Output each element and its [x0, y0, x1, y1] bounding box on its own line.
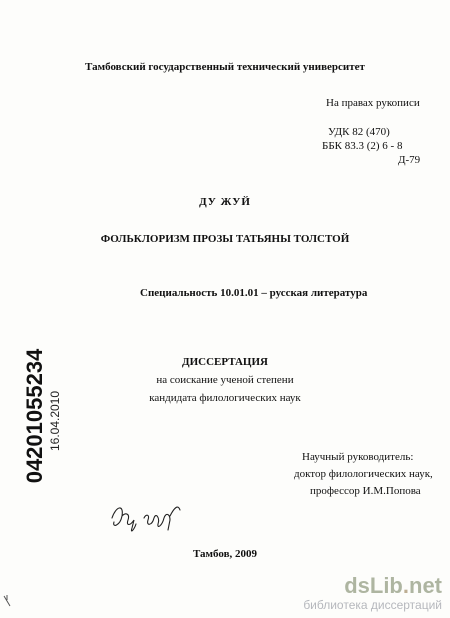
supervisor-name: профессор И.М.Попова — [310, 485, 421, 497]
stamp-date: 16.04.2010 — [48, 390, 62, 452]
place-and-year: Тамбов, 2009 — [192, 548, 258, 560]
specialty: Специальность 10.01.01 – русская литература — [140, 287, 368, 299]
stamp-number: 04201055234 — [22, 348, 47, 484]
dslib-watermark — [303, 574, 442, 612]
author-name: ДУ ЖУЙ — [199, 196, 251, 208]
degree-line-1: на соискание ученой степени — [156, 374, 294, 386]
bbk-code: ББК 83.3 (2) 6 - 8 — [322, 140, 403, 152]
corner-mark — [2, 594, 12, 608]
classification-block — [322, 125, 421, 167]
dissertation-title: ФОЛЬКЛОРИЗМ ПРОЗЫ ТАТЬЯНЫ ТОЛСТОЙ — [100, 233, 350, 245]
author-mark-code: Д-79 — [398, 154, 421, 166]
dissertation-heading: ДИССЕРТАЦИЯ — [182, 356, 268, 368]
supervisor-degree: доктор филологических наук, — [294, 468, 433, 480]
udk-code: УДК 82 (470) — [328, 126, 390, 138]
university-name: Тамбовский государственный технический университет — [85, 61, 365, 73]
handwritten-signature — [108, 496, 188, 536]
supervisor-label: Научный руководитель: — [302, 451, 414, 463]
watermark-logo: dsLib.net — [344, 573, 442, 598]
library-barcode-stamp — [5, 348, 62, 495]
watermark-subtitle: библиотека диссертаций — [303, 598, 442, 612]
manuscript-rights: На правах рукописи — [326, 97, 420, 109]
degree-line-2: кандидата филологических наук — [149, 392, 301, 404]
supervisor-block — [294, 449, 433, 500]
